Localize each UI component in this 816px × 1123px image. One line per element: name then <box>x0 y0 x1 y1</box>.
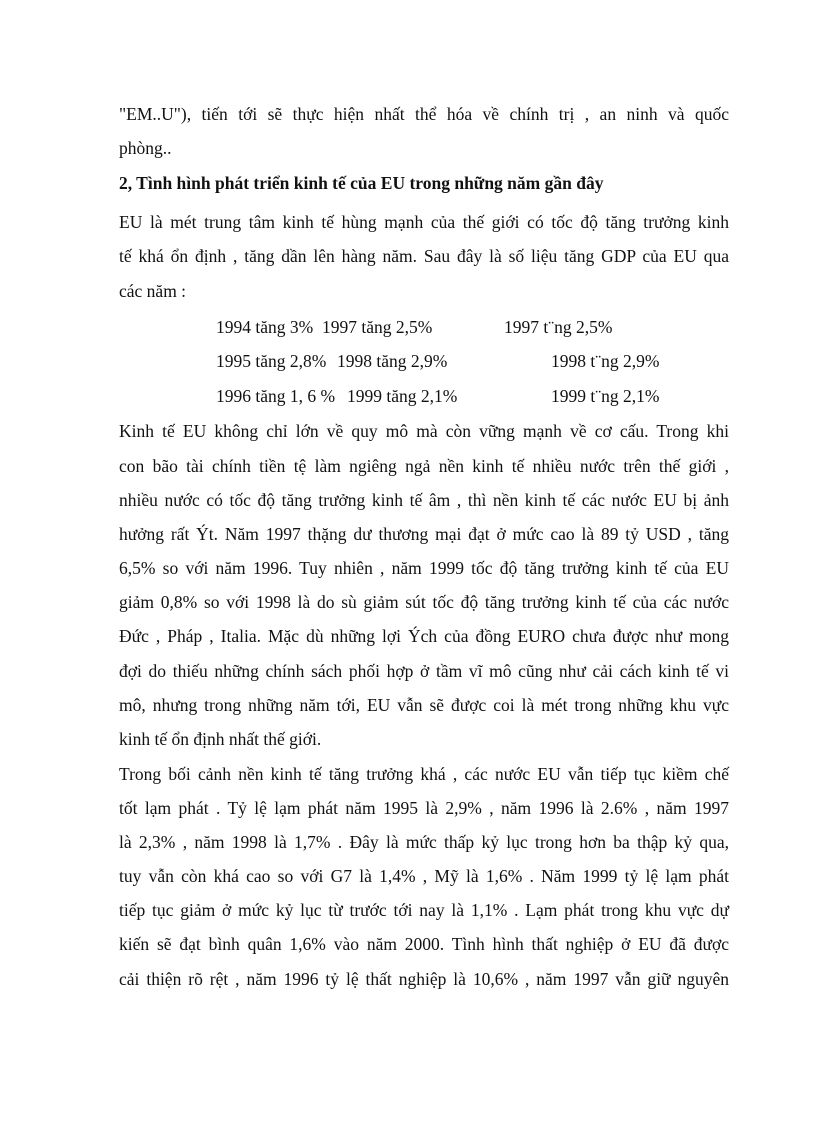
para1-line-1: "EM..U"), tiến tới sẽ thực hiện nhất thể hóa về chính trị , an ninh và quốc <box>119 104 729 124</box>
para4-line-1: Trong bối cảnh nền kinh tế tăng trưởng khá , các nước EU vẫn tiếp tục kiềm chế <box>119 764 729 784</box>
para4-line-4: tuy vẫn còn khá cao so với G7 là 1,4% , Mỹ là 1,6% . Năm 1999 tỷ lệ lạm phát <box>119 866 729 886</box>
para2-line-3: các năm : <box>119 281 187 301</box>
para4-line-7: cải thiện rõ rệt , năm 1996 tỷ lệ thất nghiệp là 10,6% , năm 1997 vẫn giữ nguyên <box>119 969 729 989</box>
para3-line-8: đợi do thiếu những chính sách phối hợp ở tầm vĩ mô cũng như cải cách kinh tế vi <box>119 661 729 681</box>
gdp-cell: 1994 tăng 3% <box>216 317 314 337</box>
gdp-cell: 1996 tăng 1, 6 % <box>216 386 336 406</box>
para4-line-3: là 2,3% , năm 1998 là 1,7% . Đây là mức thấp kỷ lục trong hơn ba thập kỷ qua, <box>119 832 729 852</box>
section-heading: 2, Tình hình phát triển kinh tế của EU trong những năm gần đây <box>119 173 604 193</box>
para4-line-6: kiến sẽ đạt bình quân 1,6% vào năm 2000. Tình hình thất nghiệp ở EU đã được <box>119 934 729 954</box>
para4-line-2: tốt lạm phát . Tỷ lệ lạm phát năm 1995 là 2,9% , năm 1996 là 2.6% , năm 1997 <box>119 798 729 818</box>
gdp-cell: 1999 t¨ng 2,1% <box>551 386 660 406</box>
para3-line-3: nhiều nước có tốc độ tăng trưởng kinh tế âm , thì nền kinh tế các nước EU bị ảnh <box>119 490 729 510</box>
para3-line-10: kinh tế ổn định nhất thế giới. <box>119 729 322 749</box>
para3-line-9: mô, nhưng trong những năm tới, EU vẫn sẽ được coi là mét trong những khu vực <box>119 695 729 715</box>
gdp-cell: 1998 tăng 2,9% <box>337 351 448 371</box>
para3-line-6: giảm 0,8% so với 1998 là do sù giảm sút tốc độ tăng trưởng kinh tế của các nước <box>119 592 729 612</box>
para3-line-7: Đức , Pháp , Italia. Mặc dù những lợi Ých của đồng EURO chưa được như mong <box>119 626 729 646</box>
para3-line-1: Kinh tế EU không chỉ lớn về quy mô mà còn vững mạnh về cơ cấu. Trong khi <box>119 421 729 441</box>
para2-line-2: tế khá ổn định , tăng dần lên hàng năm. Sau đây là số liệu tăng GDP của EU qua <box>119 246 729 266</box>
para3-line-2: con bão tài chính tiền tệ làm ngiêng ngả nền kinh tế nhiều nước trên thế giới , <box>119 456 729 476</box>
para4-line-5: tiếp tục giảm ở mức kỷ lục từ trước tới nay là 1,1% . Lạm phát trong khu vực dự <box>119 900 729 920</box>
gdp-cell: 1995 tăng 2,8% <box>216 351 327 371</box>
para2-line-1: EU là mét trung tâm kinh tế hùng mạnh của thế giới có tốc độ tăng trưởng kinh <box>119 212 729 232</box>
para3-line-4: hưởng rất Ýt. Năm 1997 thặng dư thương mại đạt ở mức cao là 89 tỷ USD , tăng <box>119 524 729 544</box>
gdp-cell: 1997 tăng 2,5% <box>322 317 433 337</box>
gdp-cell: 1997 t¨ng 2,5% <box>504 317 613 337</box>
gdp-cell: 1998 t¨ng 2,9% <box>551 351 660 371</box>
gdp-cell: 1999 tăng 2,1% <box>347 386 458 406</box>
para1-line-2: phòng.. <box>119 138 172 158</box>
para3-line-5: 6,5% so với năm 1996. Tuy nhiên , năm 1999 tốc độ tăng trưởng kinh tế của EU <box>119 558 729 578</box>
